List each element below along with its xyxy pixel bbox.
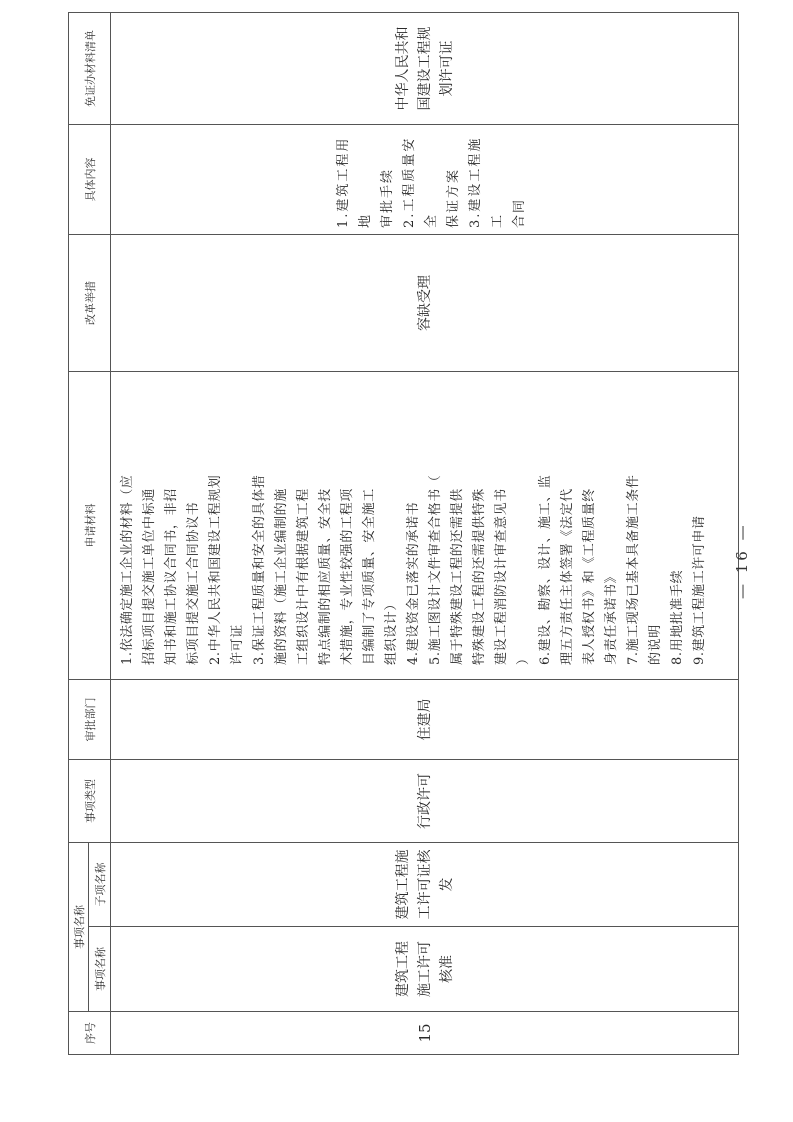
header-reform: 改革举措 [69, 235, 111, 372]
cell-seq: 15 [111, 1012, 739, 1055]
cell-item-title [111, 927, 739, 1012]
material-line: ） [516, 651, 531, 665]
material-line: 标项目提交施工合同协议书 [186, 501, 201, 665]
header-dept: 审批部门 [69, 680, 111, 760]
header-sub-item: 子项名称 [89, 843, 111, 927]
material-line: 属于特殊建设工程的还需提供 [450, 488, 465, 665]
material-line: 表人授权书》和《工程质量终 [582, 488, 597, 665]
cell-dept: 住建局 [111, 680, 739, 760]
table-row [111, 13, 739, 1055]
cell-item-type: 行政许可 [111, 760, 739, 843]
cell-sub-item [111, 843, 739, 927]
header-item-title: 事项名称 [89, 927, 111, 1012]
material-line: 8.用地批准手续 [670, 569, 685, 665]
material-line: 3.保证工程质量和安全的具体措 [252, 474, 267, 665]
header-details: 具体内容 [69, 125, 111, 235]
material-line: 9.建筑工程施工许可申请 [692, 515, 707, 665]
material-line: 7.施工现场已基本具备施工条件 [626, 474, 641, 665]
sub-item-line: 工许可证核 [416, 849, 433, 920]
detail-line: 2.工程质量安全 [402, 136, 439, 228]
header-item-type: 事项类型 [69, 760, 111, 843]
material-line: 建设工程消防设计审查意见书 [494, 488, 509, 665]
material-line: 知书和施工协议合同书，非招 [164, 488, 179, 665]
material-line: 4.建设资金已落实的承诺书 [406, 501, 421, 665]
cell-materials [111, 372, 739, 680]
material-line: 工组织设计中有根据建筑工程 [296, 488, 311, 665]
material-line: 理五方责任主体签署《法定代 [560, 488, 575, 665]
material-line: 招标项目提交施工单位中标通 [142, 488, 157, 665]
item-title-line: 建筑工程 [394, 941, 411, 997]
sub-item-line: 建筑工程施 [394, 849, 411, 920]
material-line: 身责任承诺书》 [604, 569, 619, 665]
material-line: 的说明 [648, 624, 663, 665]
item-title-line: 施工许可 [416, 941, 433, 997]
page-number: — 16 — [733, 522, 751, 599]
material-line: 目编制了专项质量、安全施工 [362, 488, 377, 665]
material-line: 施的资料（施工企业编制的施 [274, 488, 289, 665]
cell-exempt-list [111, 13, 739, 125]
header-seq: 序号 [69, 1012, 111, 1055]
material-line: 1.依法确定施工企业的材料（应 [120, 474, 135, 665]
exempt-line: 中华人民共和 [394, 26, 411, 111]
material-line: 特点编制的相应质量、安全技 [318, 488, 333, 665]
header-materials: 申请材料 [69, 372, 111, 680]
approval-items-table [68, 12, 739, 1055]
detail-line: 3.建设工程施工 [468, 136, 505, 228]
material-line: 许可证 [230, 624, 245, 665]
detail-line: 1.建筑工程用地 [336, 136, 373, 228]
detail-line: 保证方案 [446, 167, 461, 228]
header-item-name: 事项名称 [69, 843, 89, 1012]
cell-details [111, 125, 739, 235]
material-line: 2.中华人民共和国建设工程规划 [208, 474, 223, 665]
exempt-line: 国建设工程规 [416, 26, 433, 111]
detail-line: 审批手续 [380, 167, 395, 228]
sub-item-line: 发 [438, 877, 455, 892]
exempt-line: 划许可证 [438, 40, 455, 97]
header-exempt-list: 免证办材料清单 [69, 13, 111, 125]
item-title-line: 核准 [438, 955, 455, 983]
material-line: 组织设计） [384, 596, 399, 665]
detail-line: 合同 [512, 197, 527, 228]
material-line: 特殊建设工程的还需提供特殊 [472, 488, 487, 665]
material-line: 术措施，专业性较强的工程项 [340, 488, 355, 665]
cell-reform: 容缺受理 [111, 235, 739, 372]
material-line: 6.建设、勘察、设计、施工、监 [538, 474, 553, 665]
material-line: 5.施工图设计文件审查合格书（ [428, 474, 443, 665]
